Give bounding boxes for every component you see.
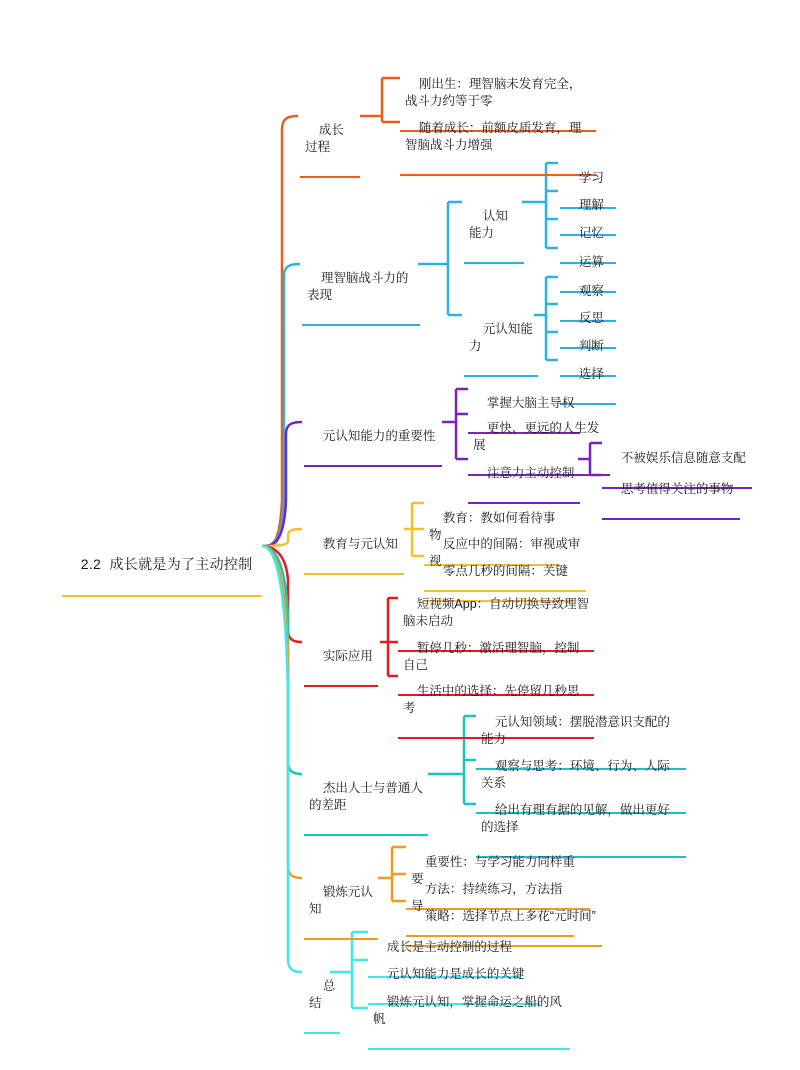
branch-label: 成长过程 <box>305 122 344 154</box>
branch-label: 实际应用 <box>322 648 373 663</box>
leaf-label: 学习 <box>578 170 604 185</box>
leaf-label: 不被娱乐信息随意支配 <box>620 450 746 465</box>
leaf-node[interactable] <box>368 974 570 1050</box>
leaf-label: 元认知领域：摆脱潜意识支配的能力 <box>481 714 670 746</box>
root-label: 2.2 成长就是为了主动控制 <box>80 555 253 572</box>
leaf-label: 刚出生：理智脑未发育完全，战斗力约等于零 <box>405 76 582 108</box>
leaf-label: 短视频App：自动切换导致理智脑未启动 <box>403 596 590 628</box>
subbranch-node-metacognitive[interactable] <box>464 301 538 377</box>
subbranch-label: 注意力主动控制 <box>486 465 575 480</box>
leaf-label: 观察与思考：环境、行为、人际关系 <box>481 758 670 790</box>
leaf-label: 反应中的间隔：审视或审视 <box>429 536 581 568</box>
branch-node-application[interactable] <box>304 628 378 687</box>
leaf-label: 更快、更远的人生发展 <box>473 420 600 452</box>
branch-node-growth[interactable] <box>300 102 360 178</box>
leaf-label: 策略：选择节点上多花“元时间” <box>424 908 596 923</box>
branch-label: 杰出人士与普通人的差距 <box>309 780 423 812</box>
leaf-label: 随着成长：前额皮质发育，理智脑战斗力增强 <box>405 120 582 152</box>
leaf-label: 选择 <box>578 366 604 381</box>
leaf-label: 思考值得关注的事物 <box>620 481 734 496</box>
leaf-label: 零点几秒的间隔：关键 <box>442 563 568 578</box>
subbranch-node-cognitive[interactable] <box>464 188 524 264</box>
mindmap-root-node[interactable] <box>62 534 262 597</box>
leaf-label: 生活中的选择：先停留几秒思考 <box>403 683 580 715</box>
branch-label: 理智脑战斗力的表现 <box>307 270 409 302</box>
leaf-label: 给出有理有据的见解，做出更好的选择 <box>481 802 670 834</box>
branch-label: 教育与元认知 <box>322 536 398 551</box>
branch-label: 总结 <box>309 978 336 1010</box>
branch-node-gap[interactable] <box>304 760 428 836</box>
branch-node-summary[interactable] <box>304 958 340 1034</box>
branch-node-importance[interactable] <box>304 408 442 467</box>
leaf-label: 反思 <box>578 310 604 325</box>
leaf-label: 判断 <box>578 338 604 353</box>
leaf-label: 运算 <box>578 254 604 269</box>
branch-label: 锻炼元认知 <box>309 884 373 916</box>
leaf-label: 成长是主动控制的过程 <box>386 939 512 954</box>
leaf-label: 暂停几秒：激活理智脑，控制自己 <box>403 640 580 672</box>
leaf-label: 元认知能力是成长的关键 <box>386 966 525 981</box>
leaf-label: 记忆 <box>578 225 604 240</box>
leaf-label: 理解 <box>578 197 604 212</box>
leaf-node[interactable] <box>602 461 740 520</box>
branch-node-manifestation[interactable] <box>302 250 420 326</box>
leaf-label: 重要性：与学习能力同样重要 <box>411 854 575 886</box>
branch-node-education[interactable] <box>304 516 404 575</box>
leaf-label: 方法：持续练习，方法指导 <box>411 881 563 913</box>
leaf-label: 掌握大脑主导权 <box>486 395 575 410</box>
subbranch-label: 元认知能力 <box>469 321 533 353</box>
leaf-label: 教育：教如何看待事物 <box>429 510 556 542</box>
leaf-label: 观察 <box>578 283 604 298</box>
branch-node-training[interactable] <box>304 864 378 940</box>
branch-label: 元认知能力的重要性 <box>322 428 436 443</box>
leaf-label: 锻炼元认知，掌握命运之船的风帆 <box>373 994 562 1026</box>
subbranch-label: 认知能力 <box>469 208 508 240</box>
